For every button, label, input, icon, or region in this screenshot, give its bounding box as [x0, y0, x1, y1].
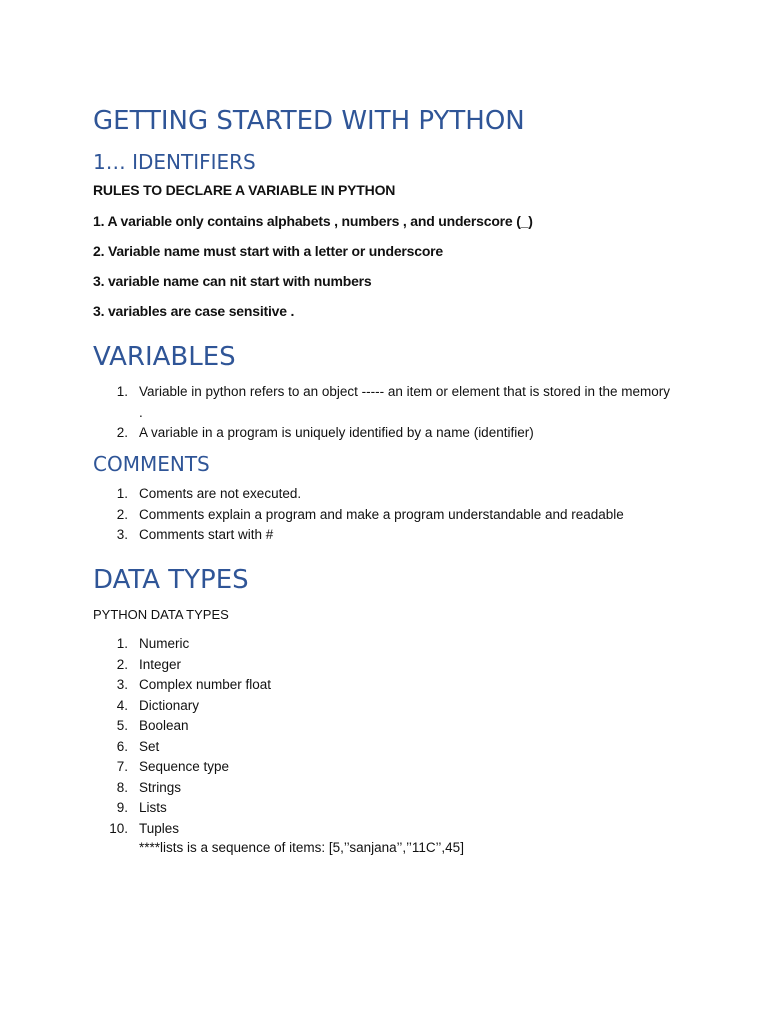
list-item [93, 655, 673, 676]
list-number: 6. [116, 738, 128, 754]
list-number: 1. [116, 384, 128, 399]
data-types-heading: DATA TYPES [93, 565, 249, 595]
identifier-rule: 2. Variable name must start with a letter or underscore [93, 243, 444, 259]
list-number: 7. [116, 759, 128, 774]
list-text: Lists [139, 800, 167, 815]
list-text: Sequence type [139, 759, 230, 774]
list-text: Boolean [139, 718, 189, 733]
list-item [93, 757, 673, 778]
lists-note: ****lists is a sequence of items: [5,’’sanjana’’,’’11C’’,45] [139, 840, 464, 855]
list-number: 1. [116, 636, 128, 651]
list-item [93, 798, 673, 819]
list-text: Set [139, 738, 160, 754]
list-item [93, 423, 673, 444]
list-item [93, 634, 673, 655]
list-text: A variable in a program is uniquely identified by a name (identifier) [139, 425, 534, 440]
page-title: GETTING STARTED WITH PYTHON [93, 106, 525, 136]
list-number: 5. [116, 718, 128, 733]
data-types-list [93, 634, 673, 839]
list-number: 2. [116, 506, 128, 522]
list-number: 3. [116, 677, 128, 692]
list-item [93, 484, 673, 505]
list-item [93, 675, 673, 696]
list-item [93, 696, 673, 717]
comments-heading: COMMENTS [93, 452, 210, 476]
list-text: Complex number float [139, 677, 272, 692]
list-text: Dictionary [139, 697, 200, 713]
list-text: Comments start with # [139, 527, 274, 542]
list-item [93, 819, 673, 840]
identifiers-heading: 1… IDENTIFIERS [93, 150, 256, 174]
variables-heading: VARIABLES [93, 342, 236, 372]
list-text: Comments explain a program and make a program understandable and readable [139, 506, 624, 522]
list-number: 2. [116, 425, 128, 440]
list-number: 3. [116, 527, 128, 542]
list-number: 10. [109, 820, 128, 836]
list-number: 4. [116, 697, 128, 713]
identifiers-subheading: RULES TO DECLARE A VARIABLE IN PYTHON [93, 182, 396, 198]
list-text: Numeric [139, 636, 190, 651]
list-item [93, 525, 673, 546]
variables-list [93, 382, 673, 444]
list-text: Variable in python refers to an object ----- an item or element that is stored in the memory . [139, 384, 670, 420]
list-item [93, 505, 673, 526]
list-text: Strings [139, 779, 182, 795]
list-number: 8. [116, 779, 128, 795]
list-text: Coments are not executed. [139, 486, 302, 501]
identifier-rule: 1. A variable only contains alphabets , numbers , and underscore (_) [93, 213, 533, 229]
list-item [93, 382, 673, 423]
list-item [93, 778, 673, 799]
comments-list [93, 484, 673, 546]
list-item [93, 716, 673, 737]
identifier-rule: 3. variable name can nit start with numbers [93, 273, 372, 289]
list-number: 2. [116, 656, 128, 672]
list-text: Tuples [139, 820, 180, 836]
identifier-rule: 3. variables are case sensitive . [93, 303, 295, 319]
list-text: Integer [139, 656, 182, 672]
data-types-subheading: PYTHON DATA TYPES [93, 607, 229, 622]
list-number: 1. [116, 486, 128, 501]
list-item [93, 737, 673, 758]
list-number: 9. [116, 800, 128, 815]
